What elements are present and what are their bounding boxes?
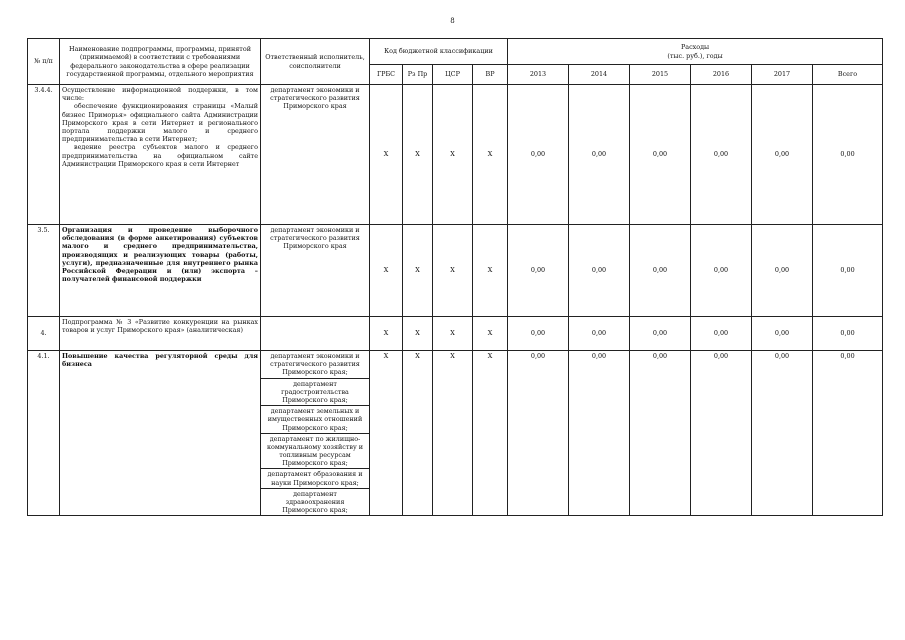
- header-expenses-title: Расходы: [680, 43, 710, 52]
- cell-2017: 0,00: [752, 317, 813, 351]
- cell-2016: 0,00: [691, 351, 752, 516]
- header-year-2014: 2014: [569, 65, 630, 85]
- table-row: [28, 351, 883, 516]
- responsible-item: департамент здравоохранения Приморского края;: [282, 489, 348, 515]
- cell-total: 0,00: [813, 317, 883, 351]
- header-rzpr: Рз Пр: [403, 65, 433, 85]
- cell-2016: 0,00: [691, 317, 752, 351]
- cell-rzpr: Х: [403, 317, 433, 351]
- cell-2017: 0,00: [752, 225, 813, 317]
- header-vr: ВР: [473, 65, 508, 85]
- header-total: Всего: [813, 65, 883, 85]
- responsible-item: департамент земельных и имущественных отношений Приморского края;: [261, 406, 369, 434]
- cell-csr: Х: [433, 85, 473, 225]
- cell-total: 0,00: [813, 85, 883, 225]
- table-row: [28, 225, 883, 317]
- row-responsible: департамент экономики и стратегического развития Приморского края: [261, 85, 370, 225]
- cell-vr: Х: [473, 225, 508, 317]
- row-name-line: обеспечение функционирования страницы «Малый бизнес Приморья» официального сайта Администрации Приморского края в сети Интернет и регионального портала поддержки малого и среднего предпринимательства в сети Интернет;: [62, 102, 258, 144]
- responsible-item: департамент экономики и стратегического развития Приморского края;: [261, 351, 369, 379]
- cell-grbs: Х: [370, 225, 403, 317]
- cell-csr: Х: [433, 225, 473, 317]
- cell-2016: 0,00: [691, 225, 752, 317]
- row-name: Организация и проведение выборочного обследования (в форме анкетирования) субъектов малого и среднего предпринимательства, производящих и реализующих товары (работы, услуги), предназначенные для внутреннего рынка Российской Федерации и (или) экспорта – получателей финансовой поддержки: [60, 225, 261, 317]
- cell-csr: Х: [433, 317, 473, 351]
- row-num: 3.5.: [28, 225, 60, 317]
- header-num: № п/п: [28, 39, 60, 85]
- row-name: Подпрограмма № 3 «Развитие конкуренции на рынках товаров и услуг Приморского края» (аналитическая): [60, 317, 261, 351]
- cell-2014: 0,00: [569, 351, 630, 516]
- cell-rzpr: Х: [403, 85, 433, 225]
- table-header: [28, 39, 883, 85]
- header-responsible: Ответственный исполнитель, соисполнители: [261, 39, 370, 85]
- cell-2017: 0,00: [752, 351, 813, 516]
- header-csr: ЦСР: [433, 65, 473, 85]
- cell-grbs: Х: [370, 85, 403, 225]
- page-number: 8: [450, 17, 455, 25]
- responsible-item: департамент образования и науки Приморского края;: [261, 469, 369, 488]
- row-num: 3.4.4.: [28, 85, 60, 225]
- row-responsible: департамент экономики и стратегического развития Приморского края: [261, 225, 370, 317]
- row-responsible-list: [261, 351, 370, 516]
- cell-vr: Х: [473, 351, 508, 516]
- cell-2015: 0,00: [630, 317, 691, 351]
- cell-2015: 0,00: [630, 85, 691, 225]
- row-name: [60, 85, 261, 225]
- header-name: Наименование подпрограммы, программы, принятой (принимаемой) в соответствии с требованиями федерального законодательства в сфере реализации государственной программы, отдельного мероприятия: [60, 39, 261, 85]
- row-name: Повышение качества регуляторной среды для бизнеса: [60, 351, 261, 516]
- header-year-2015: 2015: [630, 65, 691, 85]
- budget-table: [27, 38, 883, 516]
- row-name-line: ведение реестра субъектов малого и среднего предпринимательства на официальном сайте Администрации Приморского края в сети Интернет: [62, 143, 258, 168]
- cell-2016: 0,00: [691, 85, 752, 225]
- cell-2013: 0,00: [508, 351, 569, 516]
- row-name-line: Осуществление информационной поддержки, в том числе:: [62, 86, 258, 103]
- cell-vr: Х: [473, 317, 508, 351]
- cell-2015: 0,00: [630, 351, 691, 516]
- cell-grbs: Х: [370, 351, 403, 516]
- cell-2014: 0,00: [569, 85, 630, 225]
- cell-total: 0,00: [813, 351, 883, 516]
- row-responsible: [261, 317, 370, 351]
- cell-total: 0,00: [813, 225, 883, 317]
- cell-2013: 0,00: [508, 225, 569, 317]
- cell-rzpr: Х: [403, 351, 433, 516]
- header-expenses: [508, 39, 883, 65]
- row-num: 4.1.: [28, 351, 60, 516]
- header-year-2013: 2013: [508, 65, 569, 85]
- cell-grbs: Х: [370, 317, 403, 351]
- table-row: [28, 317, 883, 351]
- responsible-item: департамент по жилищно-коммунальному хозяйству и топливным ресурсам Приморского края;: [261, 434, 369, 470]
- cell-csr: Х: [433, 351, 473, 516]
- cell-vr: Х: [473, 85, 508, 225]
- cell-2014: 0,00: [569, 225, 630, 317]
- cell-2014: 0,00: [569, 317, 630, 351]
- cell-2013: 0,00: [508, 317, 569, 351]
- cell-2015: 0,00: [630, 225, 691, 317]
- header-year-2016: 2016: [691, 65, 752, 85]
- header-year-2017: 2017: [752, 65, 813, 85]
- cell-2017: 0,00: [752, 85, 813, 225]
- responsible-item: департамент градостроительства Приморского края;: [261, 379, 369, 407]
- row-num: 4.: [28, 317, 60, 351]
- header-budget-code: Код бюджетной классификации: [370, 39, 508, 65]
- cell-rzpr: Х: [403, 225, 433, 317]
- cell-2013: 0,00: [508, 85, 569, 225]
- header-grbs: ГРБС: [370, 65, 403, 85]
- table-row: [28, 85, 883, 225]
- header-expenses-unit: (тыс. руб.), годы: [667, 51, 723, 60]
